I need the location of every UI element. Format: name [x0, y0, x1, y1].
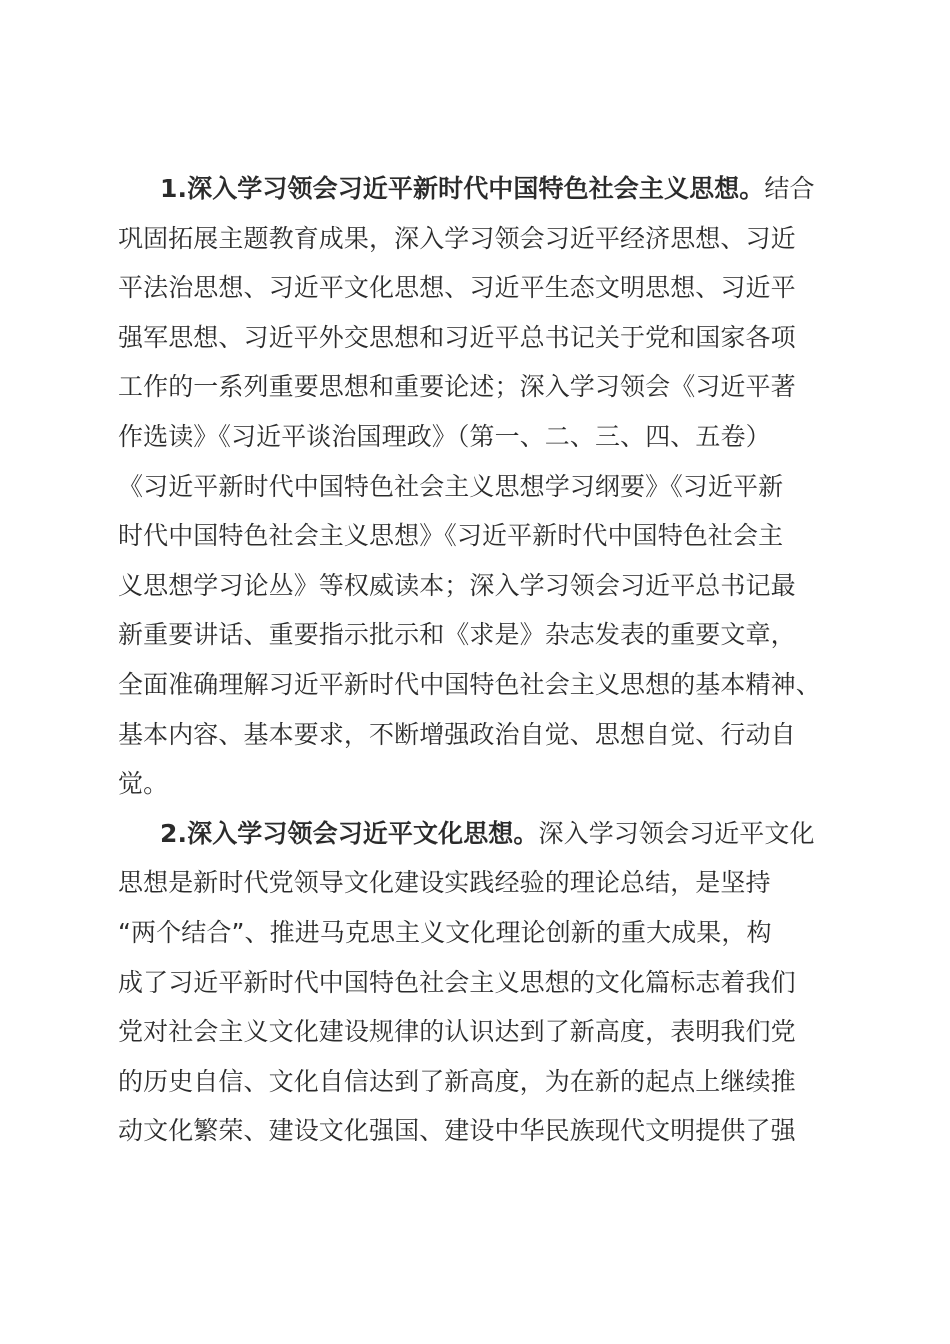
- paragraph-2-line: 成了习近平新时代中国特色社会主义思想的文化篇标志着我们: [118, 967, 796, 997]
- paragraph-2-first-line: [118, 809, 830, 859]
- paragraph-2-line: 动文化繁荣、建设文化强国、建设中华民族现代文明提供了强: [118, 1116, 796, 1146]
- paragraph-1-line: 新重要讲话、重要指示批示和《求是》杂志发表的重要文章，: [118, 620, 796, 650]
- paragraph-1-line: 全面准确理解习近平新时代中国特色社会主义思想的基本精神、: [118, 669, 821, 699]
- paragraph-1-line: 巩固拓展主题教育成果，深入学习领会习近平经济思想、习近: [118, 223, 796, 253]
- paragraph-1-line: 强军思想、习近平外交思想和习近平总书记关于党和国家各项: [118, 322, 796, 352]
- document-body: [118, 164, 830, 1156]
- paragraph-2-line: “两个结合”、推进马克思主义文化理论创新的重大成果，构: [118, 917, 772, 947]
- paragraph-1-line: 作选读》《习近平谈治国理政》（第一、二、三、四、五卷）: [118, 421, 771, 451]
- paragraph-2-heading: 2.深入学习领会习近平文化思想。: [160, 818, 539, 848]
- paragraph-1-line: 工作的一系列重要思想和重要论述；深入学习领会《习近平著: [118, 372, 796, 402]
- paragraph-1-first-line: [118, 164, 830, 214]
- paragraph-2-line: 党对社会主义文化建设规律的认识达到了新高度，表明我们党: [118, 1017, 796, 1047]
- paragraph-1-heading: 1.深入学习领会习近平新时代中国特色社会主义思想。: [160, 174, 765, 203]
- paragraph-1-line: 结合: [764, 174, 815, 203]
- paragraph-1-line: 时代中国特色社会主义思想》《习近平新时代中国特色社会主: [118, 521, 784, 551]
- paragraph-2-line: 思想是新时代党领导文化建设实践经验的理论总结，是坚持: [118, 868, 771, 898]
- paragraph-1-line: 基本内容、基本要求，不断增强政治自觉、思想自觉、行动自: [118, 719, 796, 749]
- paragraph-2-line: 的历史自信、文化自信达到了新高度，为在新的起点上继续推: [118, 1066, 796, 1096]
- paragraph-1-line: 平法治思想、习近平文化思想、习近平生态文明思想、习近平: [118, 273, 796, 303]
- paragraph-1-line: 觉。: [118, 769, 169, 799]
- paragraph-2-line: 深入学习领会习近平文化: [538, 818, 815, 848]
- paragraph-1-line: 《习近平新时代中国特色社会主义思想学习纲要》《习近平新: [118, 471, 784, 501]
- paragraph-1-line: 义思想学习论丛》等权威读本；深入学习领会习近平总书记最: [118, 570, 796, 600]
